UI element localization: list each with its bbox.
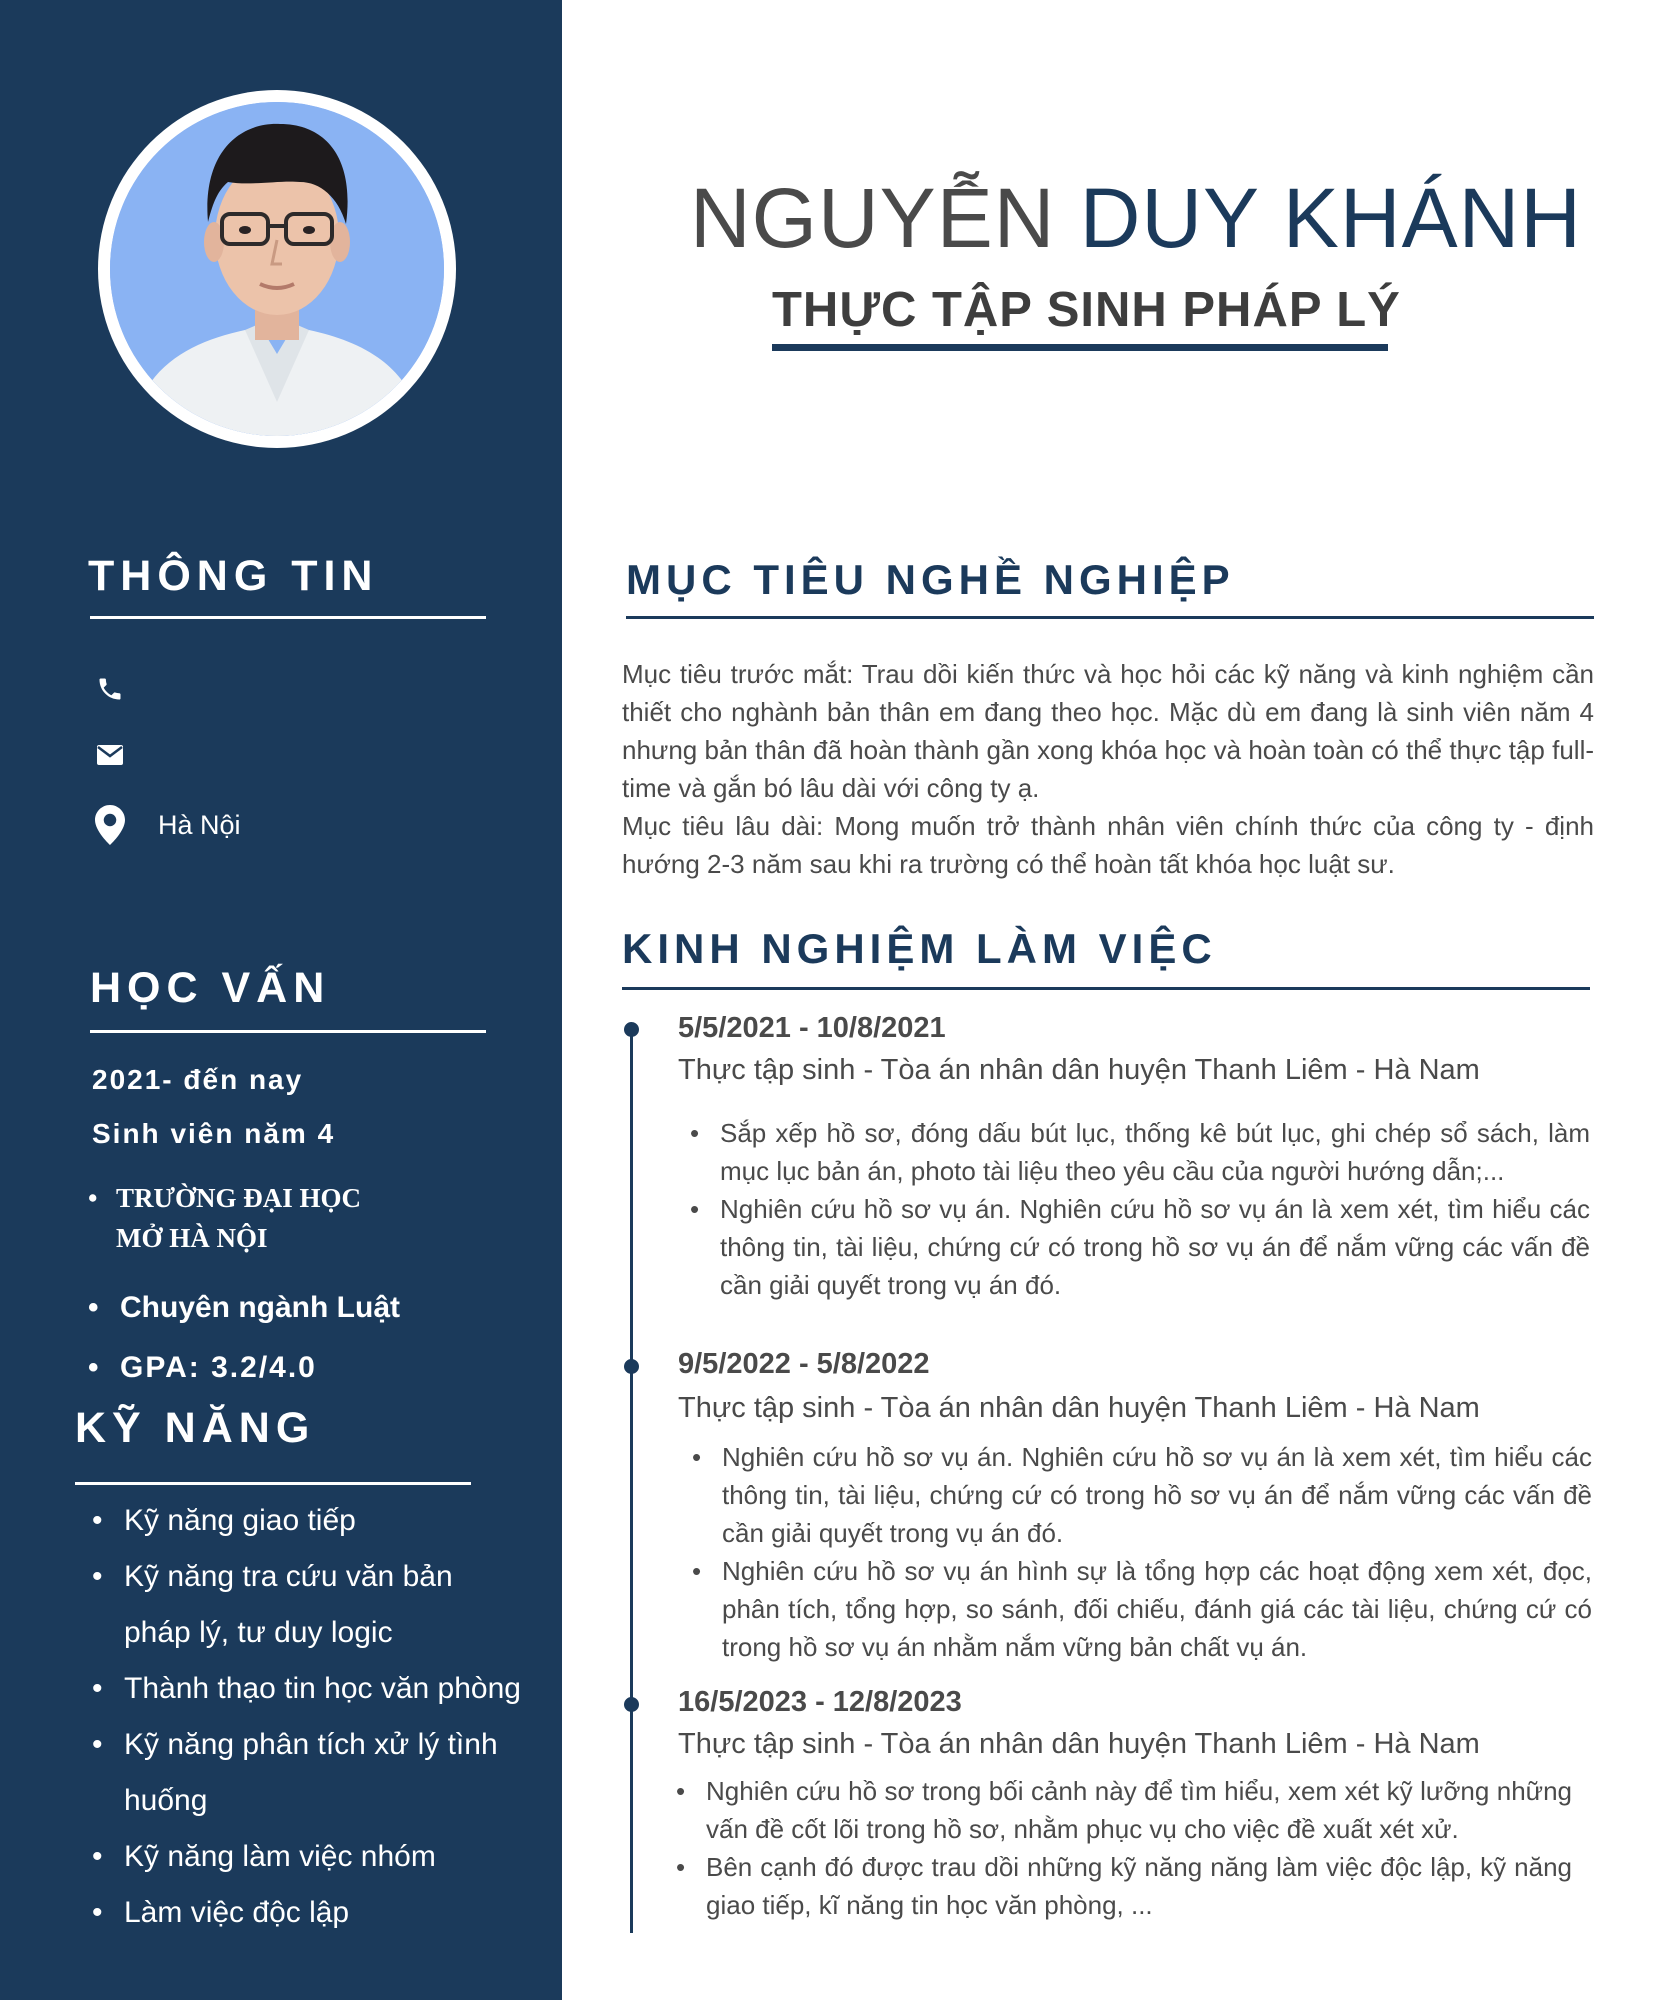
school-item <box>88 1178 361 1258</box>
skill-item: • Thành thạo tin học văn phòng <box>92 1661 522 1717</box>
job-position: Thực tập sinh - Tòa án nhân dân huyện Thanh Liêm - Hà Nam <box>678 1054 1480 1086</box>
skills-list <box>92 1493 522 1941</box>
contact-phone <box>95 672 158 706</box>
objective-section-title: MỤC TIÊU NGHỀ NGHIỆP <box>626 556 1235 603</box>
job-tasks <box>672 1772 1572 1924</box>
job-date: 9/5/2022 - 5/8/2022 <box>678 1348 930 1380</box>
job-task: • Nghiên cứu hồ sơ vụ án hình sự là tổng hợp các hoạt động xem xét, đọc, phân tích, tổng hợp, so sánh, đối chiếu, đánh giá các tài liệu, chứng cứ có trong hồ sơ vụ án nhằm nắm vững bản chất vụ án. <box>688 1552 1592 1666</box>
experience-divider <box>622 987 1590 990</box>
job-task: • Sắp xếp hồ sơ, đóng dấu bút lục, thống kê bút lục, ghi chép sổ sách, làm mục lục bản án, photo tài liệu theo yêu cầu của người hướng dẫn;... <box>686 1114 1590 1190</box>
job-date: 5/5/2021 - 10/8/2021 <box>678 1012 946 1044</box>
education-divider <box>90 1030 486 1033</box>
education-period: 2021- đến nay <box>92 1064 304 1095</box>
job-date: 16/5/2023 - 12/8/2023 <box>678 1686 962 1718</box>
contact-email <box>95 738 158 772</box>
job-position: Thực tập sinh - Tòa án nhân dân huyện Thanh Liêm - Hà Nam <box>678 1728 1480 1760</box>
job-task: • Nghiên cứu hồ sơ trong bối cảnh này để tìm hiểu, xem xét kỹ lưỡng những vấn đề cốt lõi trong hồ sơ, nhằm phục vụ cho việc đề xuất xét xử. <box>672 1772 1572 1848</box>
contact-location <box>95 808 241 842</box>
school-line1: TRƯỜNG ĐẠI HỌC <box>116 1183 362 1213</box>
education-year: Sinh viên năm 4 <box>92 1118 336 1149</box>
timeline-dot <box>624 1359 639 1374</box>
job-task: • Bên cạnh đó được trau dồi những kỹ năng năng làm việc độc lập, kỹ năng giao tiếp, kĩ năng tin học văn phòng, ... <box>672 1848 1572 1924</box>
sidebar <box>0 0 562 2000</box>
name-first: NGUYỄN <box>690 171 1056 265</box>
objective-divider <box>626 616 1594 619</box>
info-divider <box>90 616 486 619</box>
skill-item: • Kỹ năng phân tích xử lý tình huống <box>92 1717 522 1829</box>
experience-section-title: KINH NGHIỆM LÀM VIỆC <box>622 925 1217 972</box>
major-item: • Chuyên ngành Luật <box>88 1278 400 1338</box>
location-text: Hà Nội <box>158 809 241 840</box>
objective-long-term: Mục tiêu lâu dài: Mong muốn trở thành nhân viên chính thức của công ty - định hướng 2-3 năm sau khi ra trường có thể hoàn tất khóa học luật sư. <box>622 811 1594 879</box>
job-tasks <box>688 1438 1592 1666</box>
phone-icon <box>95 672 125 706</box>
skills-section-title: KỸ NĂNG <box>75 1404 316 1452</box>
gpa-item: • GPA: 3.2/4.0 <box>88 1338 400 1398</box>
timeline-dot <box>624 1697 639 1712</box>
timeline-dot <box>624 1022 639 1037</box>
education-details-list <box>88 1278 400 1398</box>
skill-item: • Kỹ năng làm việc nhóm <box>92 1829 522 1885</box>
avatar <box>110 102 444 436</box>
skills-divider <box>75 1482 471 1485</box>
full-name <box>690 170 1582 267</box>
job-task: • Nghiên cứu hồ sơ vụ án. Nghiên cứu hồ sơ vụ án là xem xét, tìm hiểu các thông tin, tài liệu, chứng cứ có trong hồ sơ vụ án để nắm vững các vấn đề cần giải quyết trong vụ án đó. <box>688 1438 1592 1552</box>
job-position: Thực tập sinh - Tòa án nhân dân huyện Thanh Liêm - Hà Nam <box>678 1392 1480 1424</box>
objective-text <box>622 655 1594 883</box>
info-section-title: THÔNG TIN <box>88 552 379 600</box>
person-portrait <box>110 102 444 436</box>
role-underline <box>772 344 1388 351</box>
skill-item: • Kỹ năng giao tiếp <box>92 1493 522 1549</box>
experience-timeline <box>630 1025 633 1933</box>
skill-item: • Làm việc độc lập <box>92 1885 522 1941</box>
objective-short-term: Mục tiêu trước mắt: Trau dồi kiến thức và học hỏi các kỹ năng và kinh nghiệm cần thiết cho nghành bản thân em đang theo học. Mặc dù em đang là sinh viên năm 4 nhưng bản thân đã hoàn thành gần xong khóa học và hoàn toàn có thể thực tập full-time và gắn bó lâu dài với công ty ạ. <box>622 659 1594 803</box>
school-line2: MỞ HÀ NỘI <box>116 1223 268 1253</box>
school-list <box>88 1178 361 1258</box>
job-role-title: THỰC TẬP SINH PHÁP LÝ <box>772 283 1401 337</box>
location-pin-icon <box>95 808 125 842</box>
mail-icon <box>95 738 125 772</box>
name-last: DUY KHÁNH <box>1079 171 1582 265</box>
skill-item: • Kỹ năng tra cứu văn bản pháp lý, tư duy logic <box>92 1549 522 1661</box>
education-section-title: HỌC VẤN <box>90 964 331 1012</box>
profile-photo <box>98 90 456 448</box>
job-tasks <box>686 1114 1590 1304</box>
job-task: • Nghiên cứu hồ sơ vụ án. Nghiên cứu hồ sơ vụ án là xem xét, tìm hiểu các thông tin, tài liệu, chứng cứ có trong hồ sơ vụ án để nắm vững các vấn đề cần giải quyết trong vụ án đó. <box>686 1190 1590 1304</box>
